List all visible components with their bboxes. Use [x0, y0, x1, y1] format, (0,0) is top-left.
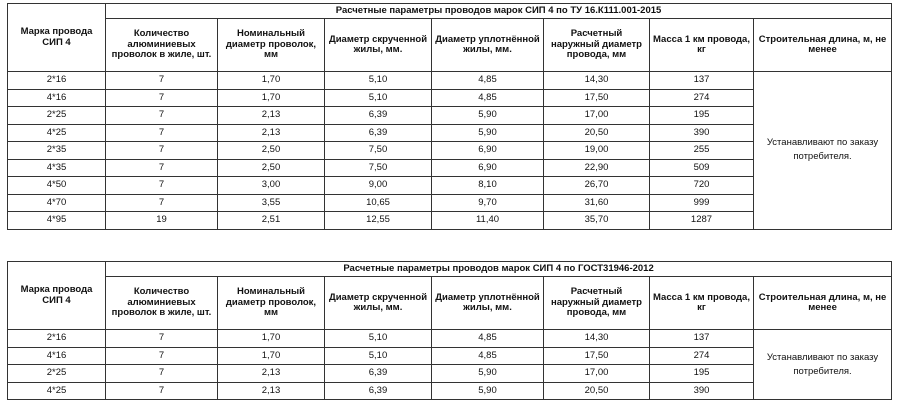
cell-mass: 137	[650, 72, 754, 90]
cell-compact-diameter: 5,90	[432, 365, 544, 383]
cell-compact-diameter: 4,85	[432, 347, 544, 365]
header-brand: Марка провода СИП 4	[8, 4, 106, 72]
header-wire-diameter: Номинальный диаметр проволок, мм	[218, 19, 325, 72]
cell-wire-count: 7	[106, 365, 218, 383]
cell-wire-diameter: 1,70	[218, 89, 325, 107]
header-brand: Марка провода СИП 4	[8, 262, 106, 330]
cell-mass: 999	[650, 194, 754, 212]
cell-wire-count: 7	[106, 194, 218, 212]
cell-brand: 2*35	[8, 142, 106, 160]
cell-mass: 390	[650, 124, 754, 142]
header-twisted-diameter: Диаметр скрученной жилы, мм.	[325, 19, 432, 72]
header-outer-diameter: Расчетный наружный диаметр провода, мм	[544, 19, 650, 72]
spec-table-tu	[7, 3, 892, 230]
cell-brand: 4*16	[8, 89, 106, 107]
cell-wire-count: 7	[106, 347, 218, 365]
cell-brand: 4*25	[8, 382, 106, 400]
cell-outer-diameter: 31,60	[544, 194, 650, 212]
cell-outer-diameter: 14,30	[544, 330, 650, 348]
cell-mass: 1287	[650, 212, 754, 230]
cell-mass: 274	[650, 347, 754, 365]
cell-twisted-diameter: 12,55	[325, 212, 432, 230]
table-title: Расчетные параметры проводов марок СИП 4 по ТУ 16.К111.001-2015	[106, 4, 892, 19]
cell-wire-count: 7	[106, 177, 218, 195]
cell-brand: 4*50	[8, 177, 106, 195]
cell-mass: 195	[650, 107, 754, 125]
cell-wire-count: 7	[106, 382, 218, 400]
cell-brand: 4*70	[8, 194, 106, 212]
table-body	[8, 330, 892, 400]
cell-twisted-diameter: 5,10	[325, 72, 432, 90]
cell-wire-diameter: 2,13	[218, 365, 325, 383]
cell-outer-diameter: 35,70	[544, 212, 650, 230]
cell-wire-count: 7	[106, 107, 218, 125]
cell-brand: 2*25	[8, 365, 106, 383]
cell-wire-diameter: 2,50	[218, 159, 325, 177]
cell-twisted-diameter: 5,10	[325, 330, 432, 348]
cell-compact-diameter: 9,70	[432, 194, 544, 212]
cell-wire-count: 7	[106, 124, 218, 142]
cell-brand: 2*16	[8, 72, 106, 90]
spec-table-gost	[7, 261, 892, 400]
header-wire-count: Количество алюминиевых проволок в жиле, шт.	[106, 277, 218, 330]
cell-wire-diameter: 2,13	[218, 124, 325, 142]
table-body	[8, 72, 892, 230]
cell-brand: 4*16	[8, 347, 106, 365]
cell-outer-diameter: 17,50	[544, 347, 650, 365]
cell-compact-diameter: 5,90	[432, 382, 544, 400]
cell-outer-diameter: 26,70	[544, 177, 650, 195]
header-wire-count: Количество алюминиевых проволок в жиле, шт.	[106, 19, 218, 72]
header-mass: Масса 1 км провода, кг	[650, 19, 754, 72]
cell-compact-diameter: 4,85	[432, 330, 544, 348]
cell-wire-count: 7	[106, 159, 218, 177]
cell-twisted-diameter: 7,50	[325, 142, 432, 160]
table-row	[8, 330, 892, 348]
cell-compact-diameter: 4,85	[432, 89, 544, 107]
cell-twisted-diameter: 6,39	[325, 365, 432, 383]
cell-mass: 195	[650, 365, 754, 383]
header-length: Строительная длина, м, не менее	[754, 19, 892, 72]
header-compact-diameter: Диаметр уплотнённой жилы, мм.	[432, 19, 544, 72]
cell-wire-diameter: 1,70	[218, 330, 325, 348]
cell-brand: 2*25	[8, 107, 106, 125]
header-twisted-diameter: Диаметр скрученной жилы, мм.	[325, 277, 432, 330]
cell-twisted-diameter: 9,00	[325, 177, 432, 195]
cell-twisted-diameter: 6,39	[325, 382, 432, 400]
cell-wire-diameter: 2,13	[218, 107, 325, 125]
cell-outer-diameter: 17,00	[544, 107, 650, 125]
cell-outer-diameter: 17,00	[544, 365, 650, 383]
cell-compact-diameter: 8,10	[432, 177, 544, 195]
header-length: Строительная длина, м, не менее	[754, 277, 892, 330]
cell-wire-count: 7	[106, 72, 218, 90]
table-row	[8, 72, 892, 90]
cell-mass: 137	[650, 330, 754, 348]
cell-wire-count: 19	[106, 212, 218, 230]
cell-outer-diameter: 14,30	[544, 72, 650, 90]
cell-brand: 4*95	[8, 212, 106, 230]
cell-wire-diameter: 2,13	[218, 382, 325, 400]
cell-compact-diameter: 4,85	[432, 72, 544, 90]
cell-wire-diameter: 1,70	[218, 347, 325, 365]
cell-compact-diameter: 5,90	[432, 107, 544, 125]
cell-wire-count: 7	[106, 142, 218, 160]
cell-brand: 4*35	[8, 159, 106, 177]
header-compact-diameter: Диаметр уплотнённой жилы, мм.	[432, 277, 544, 330]
cell-compact-diameter: 5,90	[432, 124, 544, 142]
cell-compact-diameter: 11,40	[432, 212, 544, 230]
cell-twisted-diameter: 10,65	[325, 194, 432, 212]
cell-compact-diameter: 6,90	[432, 159, 544, 177]
cell-mass: 390	[650, 382, 754, 400]
length-note: Устанавливают по заказу потребителя.	[754, 330, 892, 400]
cell-wire-count: 7	[106, 330, 218, 348]
cell-twisted-diameter: 5,10	[325, 89, 432, 107]
cell-brand: 4*25	[8, 124, 106, 142]
header-wire-diameter: Номинальный диаметр проволок, мм	[218, 277, 325, 330]
cell-wire-count: 7	[106, 89, 218, 107]
cell-wire-diameter: 3,55	[218, 194, 325, 212]
cell-wire-diameter: 2,51	[218, 212, 325, 230]
cell-outer-diameter: 20,50	[544, 124, 650, 142]
cell-compact-diameter: 6,90	[432, 142, 544, 160]
cell-outer-diameter: 17,50	[544, 89, 650, 107]
cell-outer-diameter: 19,00	[544, 142, 650, 160]
cell-wire-diameter: 2,50	[218, 142, 325, 160]
cell-twisted-diameter: 5,10	[325, 347, 432, 365]
cell-mass: 509	[650, 159, 754, 177]
table-title: Расчетные параметры проводов марок СИП 4 по ГОСТ31946-2012	[106, 262, 892, 277]
cell-wire-diameter: 1,70	[218, 72, 325, 90]
cell-twisted-diameter: 6,39	[325, 124, 432, 142]
length-note: Устанавливают по заказу потребителя.	[754, 72, 892, 230]
cell-mass: 255	[650, 142, 754, 160]
cell-outer-diameter: 22,90	[544, 159, 650, 177]
cell-twisted-diameter: 6,39	[325, 107, 432, 125]
header-mass: Масса 1 км провода, кг	[650, 277, 754, 330]
cell-twisted-diameter: 7,50	[325, 159, 432, 177]
header-outer-diameter: Расчетный наружный диаметр провода, мм	[544, 277, 650, 330]
cell-mass: 720	[650, 177, 754, 195]
cell-brand: 2*16	[8, 330, 106, 348]
cell-mass: 274	[650, 89, 754, 107]
cell-outer-diameter: 20,50	[544, 382, 650, 400]
cell-wire-diameter: 3,00	[218, 177, 325, 195]
